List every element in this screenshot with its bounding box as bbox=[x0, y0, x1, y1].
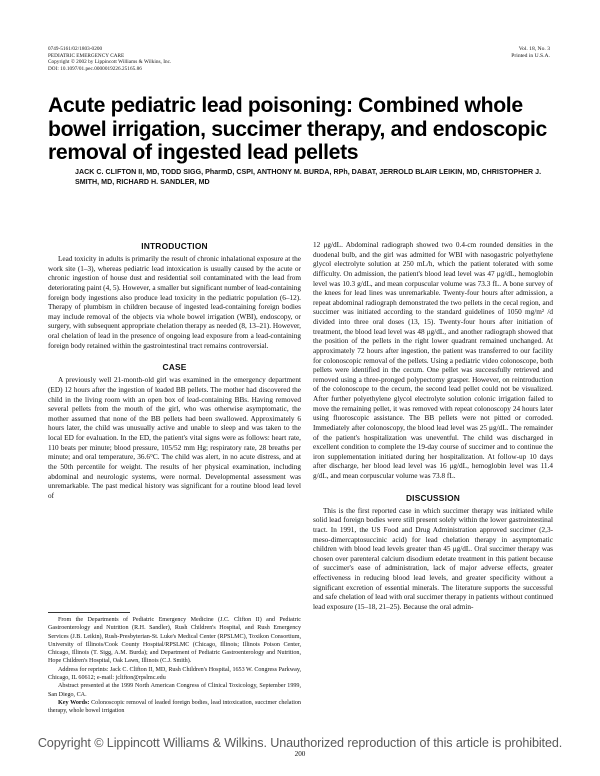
journal-header-right bbox=[511, 46, 550, 60]
author-list: JACK C. CLIFTON II, MD, TODD SIGG, PharmD, CSPI, ANTHONY M. BURDA, RPh, DABAT, JERROLD BLAIR LEIKIN, MD, CHRISTOPHER J. SMITH, MD, RICHARD H. SANDLER, MD bbox=[75, 168, 542, 186]
right-column bbox=[313, 241, 553, 613]
doi-line: DOI: 10.1097/01.pec.0000019226.25165.86 bbox=[48, 65, 142, 72]
footnote-divider bbox=[48, 612, 130, 613]
case-paragraph: A previously well 21-month-old girl was examined in the emergency department (ED) 12 hours after the ingestion of leaded BB pellets. The mother had discovered the child in the living room with an open box of lead-containing BBs. Having removed several pellets from the mouth of the girl, who was otherwise asymptomatic, the mother assumed that none of the BB pellets had been swallowed. Approximately 6 hours later, the child was unusually active and unable to sleep and was taken to the local ED for evaluation. In the ED, the patient's vital signs were as follows: heart rate, 110 beats per minute; blood pressure, 105/52 mm Hg; respiratory rate, 28 breaths per minute; and oral temperature, 36.6°C. The child was alert, in no acute distress, and at the 50th percentile for weight. The results of her physical examination, including abdominal and neurologic systems, were normal. Developmental assessment was unremarkable. The past medical history was significant for a routine blood lead level of bbox=[48, 376, 301, 500]
volume-issue: Vol. 18, No. 3 bbox=[518, 46, 550, 52]
reprints-footnote: Address for reprints: Jack C. Clifton II, MD, Rush Children's Hospital, 1653 W. Congress Parkway, Chicago, IL 60612; e-mail: jclifton@rpslmc.edu bbox=[48, 666, 301, 682]
printed-in: Printed in U.S.A. bbox=[511, 53, 550, 59]
keywords-label: Key Words: bbox=[58, 699, 90, 706]
copyright-notice: Copyright © Lippincott Williams & Wilkins. Unauthorized reproduction of this article is prohibited. bbox=[37, 736, 563, 750]
journal-name: PEDIATRIC EMERGENCY CARE bbox=[48, 52, 125, 59]
keywords-text: Colonoscopic removal of leaded foreign bodies, lead intoxication, succimer chelation therapy, whole bowel irrigation bbox=[48, 699, 301, 715]
introduction-paragraph: Lead toxicity in adults is primarily the result of chronic inhalational exposure at the work site (1–3), whereas pediatric lead intoxication is usually caused by the acute or chronic ingestion of house dust and residential soil contaminated with the lead from deteriorating paint (4, 5). However, a smaller but significant number of lead-containing foreign body ingestions also produce lead toxicity in the pediatric population (6–12). Therapy of plumbism in children because of ingested lead-containing foreign bodies may include removal of the objects via whole bowel irrigation (WBI), endoscopy, or surgery, with subsequent appropriate chelation therapy as needed (8, 13–21). However, oral chelation of lead in the presence of ongoing lead exposure from a lead-containing foreign body retained within the gastrointestinal tract remains controversial. bbox=[48, 255, 301, 350]
discussion-paragraph: This is the first reported case in which succimer therapy was initiated while solid lead foreign bodies were still present solely within the lower gastrointestinal tract. In 1991, the US Food and Drug Administration approved succimer (2,3-meso-dimercaptosuccinic acid) for lead chelation therapy in asymptomatic children with blood lead levels greater than 45 μg/dL. Oral succimer therapy was chosen over parenteral calcium disodium edetate treatment in this patient because of succimer's ease of administration, lack of major adverse effects, greater effectiveness in reducing blood lead levels, and greater specificity without a significant excretion of essential minerals. The literature supports the successful and safe chelation of lead with oral succimer therapy in patients without continued lead exposure (15–18, 21–25). Because the oral admin- bbox=[313, 506, 553, 611]
affiliations-footnote: From the Departments of Pediatric Emergency Medicine (J.C. Clifton II) and Pediatric Gastroenterology and Nutrition (R.H. Sandler), Rush Children's Hospital, and Rush Emergency Services (J.B. Leikin), Rush-Presbyterian-St. Luke's Medical Center (RPSLMC), Toxikon Consortium, University of Illinois/Cook County Hospital/RPSLMC (Chicago, Illinois; Illinois Poison Center, Chicago, Illinois (T. Sigg, A.M. Burda); and Department of Pediatric Gastroenterology and Nutrition, Hope Children's Hospital, Oak Lawn, Illinois (C.J. Smith). bbox=[48, 617, 301, 665]
footnotes bbox=[48, 616, 301, 716]
left-column bbox=[48, 241, 301, 501]
discussion-heading: DISCUSSION bbox=[405, 492, 461, 503]
case-heading: CASE bbox=[162, 362, 187, 373]
case-paragraph-continued: 12 μg/dL. Abdominal radiograph showed two 0.4-cm rounded densities in the duodenal bulb, and the girl was admitted for WBI with nasogastric polyethylene glycol electrolyte solution at 250 mL/h, which the patient tolerated with some difficulty. On admission, the patient's blood lead level was 47 μg/dL, hemoglobin level was 10.3 g/dL, and mean corpuscular volume was 73.3 fL. A bone survey of the knees for lead lines was unremarkable. Twenty-four hours after admission, a repeat abdominal radiograph demonstrated the two pellets in the cecal region, and succimer was initiated according to the standard guidelines of 1050 mg/m² /d divided into three oral doses (13, 15). Twenty-four hours after initiation of treatment, the blood lead level was 48 μg/dL, and another radiograph showed that the position of the pellets in the right lower quadrant remained unchanged. At approximately 72 hours after ingestion, the patient was transferred to our facility for colonoscopic removal of the pellets. Using a pediatric video colonoscope, both pellets were identified in the cecum. One pellet was successfully retrieved and removed using a three-pronged polypectomy grasper. However, on reintroduction of the colonoscope to the cecum, the second lead pellet could not be visualized. After further polyethylene glycol electrolyte solution colonic irrigation failed to move the remaining pellet, it was removed with repeat colonoscopy 24 hours later using fluoroscopic assistance. The BB pellets were not pitted or corroded. Immediately after colonoscopy, the blood lead level was 25 μg/dL. The remainder of the patient's hospitalization was uneventful. The child was discharged in excellent condition to complete the 19-day course of succimer and to continue the iron supplementation initiated during her hospitalization. At follow-up 10 days after discharge, her blood lead level was 16 μg/dL, hemoglobin level was 11.4 g/dL, and mean corpuscular volume was 73.8 fL. bbox=[313, 241, 553, 480]
introduction-heading: INTRODUCTION bbox=[141, 241, 208, 251]
article-title: Acute pediatric lead poisoning: Combined whole bowel irrigation, succimer therapy, and endoscopic removal of ingested lead pellets bbox=[48, 94, 547, 164]
abstract-footnote: Abstract presented at the 1999 North American Congress of Clinical Toxicology, September 1999, San Diego, CA. bbox=[48, 683, 301, 698]
keywords-footnote bbox=[48, 699, 301, 716]
page-number: 200 bbox=[294, 750, 306, 758]
issn-line: 0749-5161/02/1803-0200 bbox=[48, 46, 103, 52]
journal-copyright: Copyright © 2002 by Lippincott Williams & Wilkins, Inc. bbox=[48, 59, 172, 66]
journal-header-left bbox=[48, 46, 171, 72]
